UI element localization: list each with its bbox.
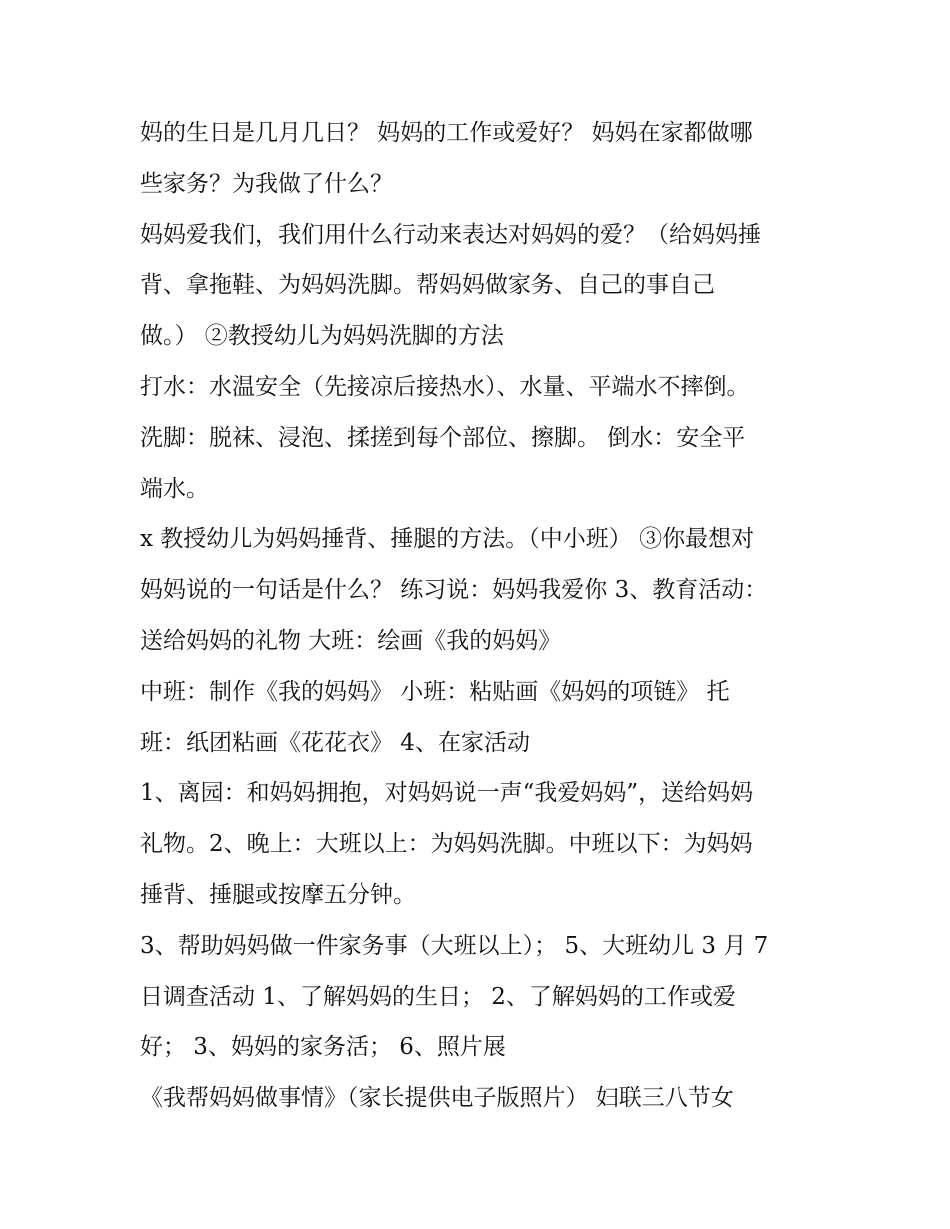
- text-line: 做。） ②教授幼儿为妈妈洗脚的方法: [140, 323, 504, 350]
- text-line: 妈的生日是几月几日？ 妈妈的工作或爱好？ 妈妈在家都做哪: [140, 120, 753, 146]
- text-line: 端水。: [140, 475, 209, 502]
- body-text: [140, 108, 840, 1124]
- text-line: 班：纸团粘画《花花衣》 4、在家活动: [140, 729, 530, 756]
- text-line: 洗脚：脱袜、浸泡、揉搓到每个部位、擦脚。 倒水：安全平: [140, 424, 746, 451]
- text-line: 日调查活动 1、了解妈妈的生日； 2、了解妈妈的工作或爱: [140, 983, 736, 1010]
- text-line: 打水：水温安全（先接凉后接热水）、水量、平端水不摔倒。: [140, 373, 750, 400]
- text-line: 中班：制作《我的妈妈》 小班：粘贴画《妈妈的项链》 托: [140, 678, 730, 705]
- text-line: 些家务？为我做了什么？: [140, 170, 393, 197]
- text-line: 送给妈妈的礼物 大班：绘画《我的妈妈》: [140, 627, 562, 654]
- text-line: 《我帮妈妈做事情》（家长提供电子版照片） 妇联三八节女: [140, 1085, 734, 1112]
- text-line: 捶背、捶腿或按摩五分钟。: [140, 881, 416, 908]
- text-line: 1、离园：和妈妈拥抱，对妈妈说一声“我爱妈妈”，送给妈妈: [140, 780, 754, 807]
- text-line: 妈妈爱我们，我们用什么行动来表达对妈妈的爱？（给妈妈捶: [140, 221, 761, 248]
- text-line: 妈妈说的一句话是什么？ 练习说：妈妈我爱你 3、教育活动：: [140, 577, 768, 604]
- text-line: 礼物。2、晚上：大班以上：为妈妈洗脚。中班以下：为妈妈: [140, 831, 753, 858]
- text-line: 好； 3、妈妈的家务活； 6、照片展: [140, 1034, 506, 1061]
- text-line: 背、拿拖鞋、为妈妈洗脚。帮妈妈做家务、自己的事自己: [140, 272, 715, 299]
- text-line: 3、帮助妈妈做一件家务事（大班以上）； 5、大班幼儿 3 月 7: [140, 932, 769, 959]
- text-line: x 教授幼儿为妈妈捶背、捶腿的方法。（中小班） ③你最想对: [140, 526, 755, 553]
